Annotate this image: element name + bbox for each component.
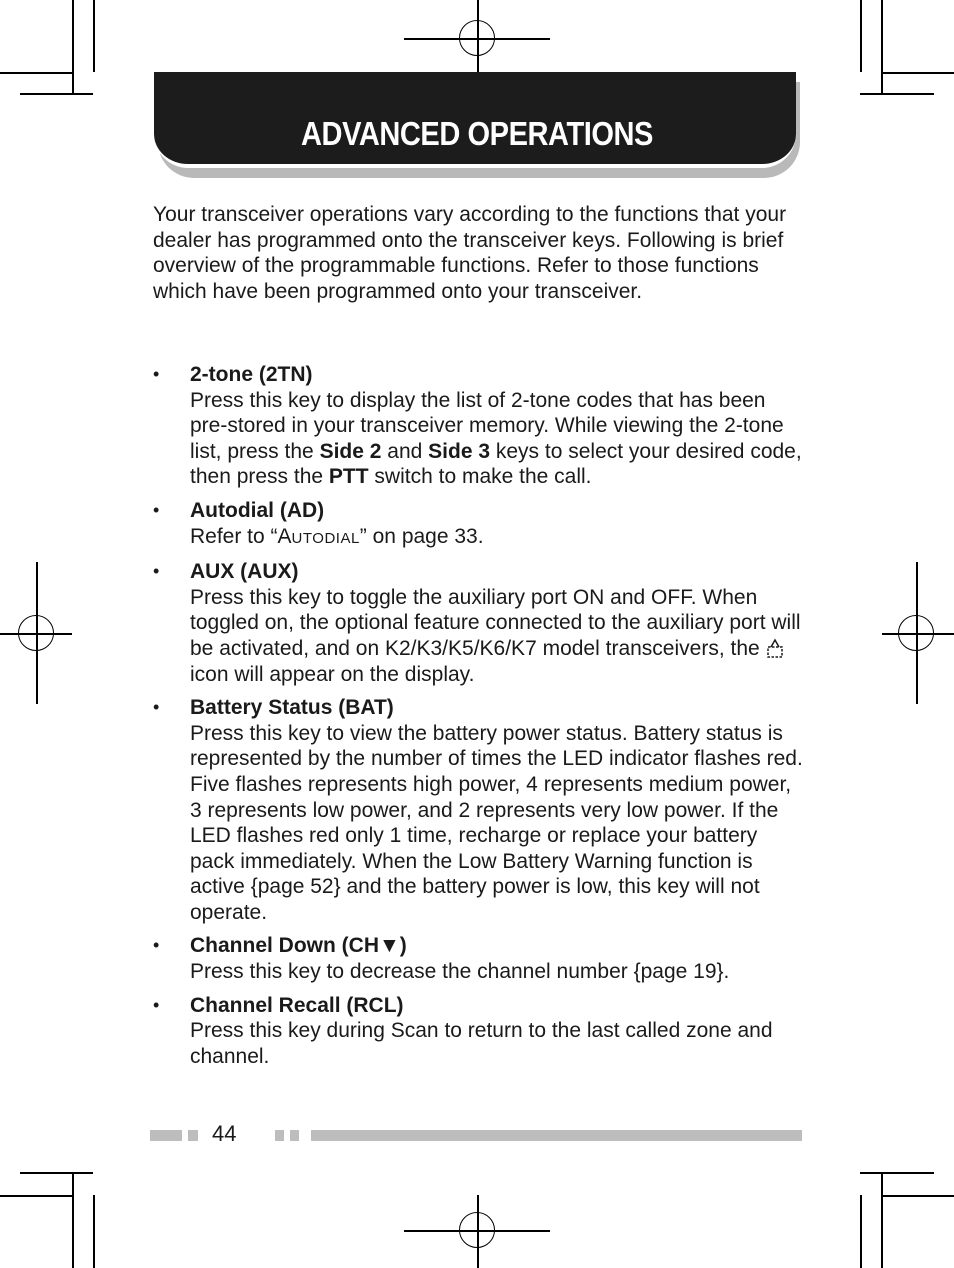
item-title: 2-tone (2TN) [190, 363, 313, 386]
item-description: Press this key to decrease the channel number {page 19}. [190, 960, 730, 984]
item-description: Press this key to view the battery power status. Battery status is represented by the number of times the LED indicator flashes red. Five flashes represents high power, 4 represents medium power, 3 represents low power, and 2 represents very low power. If the LED flashes red only 1 time, recharge or replace your battery pack immediately. When the Low Battery Warning function is active {page 52} and the battery power is low, this key will not operate. [190, 721, 803, 924]
page-number: 44 [212, 1121, 237, 1146]
ptt-key-label: PTT [328, 465, 369, 489]
bullet: • [153, 994, 160, 1015]
list-item [153, 933, 803, 984]
list-item [153, 993, 803, 1070]
side2-key-label: Side 2 [319, 439, 382, 463]
page-title: ADVANCED OPERATIONS [301, 115, 653, 152]
item-description: Refer to “AUTODIAL” on page 33. [190, 524, 484, 548]
item-description: Press this key to toggle the auxiliary port ON and OFF. When toggled on, the optional feature connected to the auxiliary port will be activated, and on K2/K3/K5/K6/K7 model transceivers, the icon will appear on the display. [190, 585, 801, 686]
bullet: • [153, 935, 160, 956]
list-item [153, 559, 803, 687]
item-title: Autodial (AD) [190, 498, 325, 522]
side3-key-label: Side 3 [428, 439, 491, 463]
function-list [153, 362, 803, 1077]
list-item [153, 498, 803, 551]
item-description: Press this key during Scan to return to the last called zone and channel. [190, 1019, 773, 1068]
bullet: • [153, 364, 160, 384]
bullet: • [153, 561, 160, 582]
intro-paragraph: Your transceiver operations vary according to the functions that your dealer has programmed onto the transceiver keys. Following is brief overview of the programmable functions. Refer to those functions which have been programmed onto your transceiver. [153, 203, 787, 303]
footer-bar-left-small [188, 1130, 198, 1141]
footer-bar-left [150, 1130, 182, 1141]
footer-bar-mid-2 [290, 1130, 299, 1141]
bullet: • [153, 499, 160, 520]
item-description: Press this key to display the list of 2-tone codes that has been pre-stored in your transceiver memory. While viewing the 2-tone list, press the Side 2 and Side 3 keys to select your desired code, then press the PTT switch to make the call. [190, 388, 802, 489]
item-title: Battery Status (BAT) [190, 696, 394, 720]
aux-display-icon [766, 638, 784, 658]
footer-bar-right [311, 1130, 802, 1141]
list-item [153, 695, 803, 925]
item-title: Channel Down (CH▼) [190, 934, 407, 958]
item-title: AUX (AUX) [190, 560, 299, 584]
bullet: • [153, 697, 160, 718]
item-title: Channel Recall (RCL) [190, 993, 404, 1017]
footer-bar-mid-1 [275, 1130, 284, 1141]
list-item [153, 362, 803, 490]
